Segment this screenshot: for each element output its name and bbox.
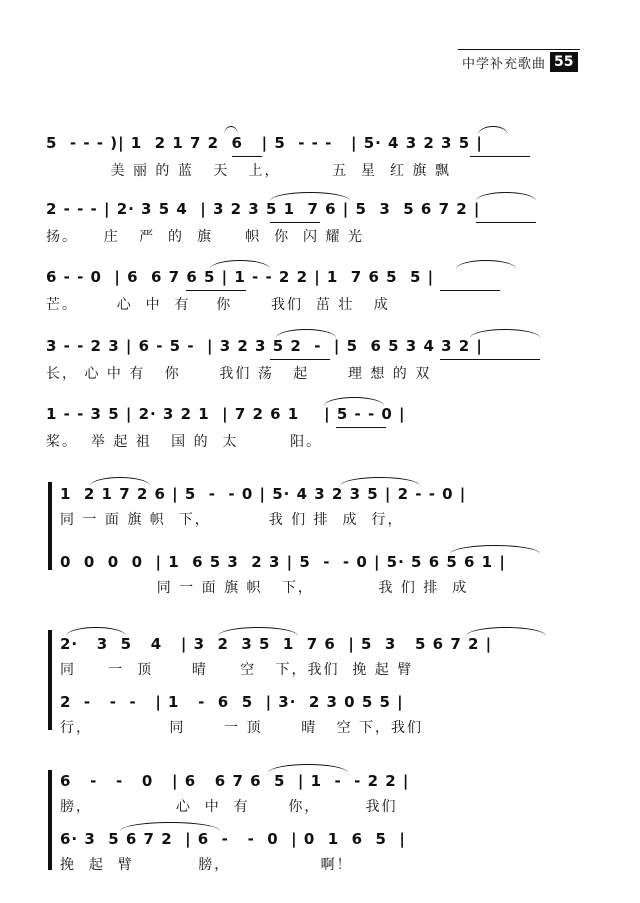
beam-mark xyxy=(336,427,386,428)
score-line-2 xyxy=(46,200,566,250)
slur-mark xyxy=(270,192,350,201)
slur-mark xyxy=(224,126,238,135)
lyrics-line-3: 芒。 心 中 有 你 我们 茁 壮 成 xyxy=(46,297,390,313)
slur-mark xyxy=(476,192,536,201)
score-line-10 xyxy=(60,772,580,816)
score-line-1 xyxy=(46,134,566,184)
slur-mark xyxy=(478,126,508,135)
beam-mark xyxy=(476,222,536,223)
slur-mark xyxy=(466,627,546,636)
score-line-8 xyxy=(60,635,580,679)
notes-line-7: 0 0 0 0 | 1 6 5 3 2 3 | 5 - - 0 | 5· 5 6 5 6 1 | xyxy=(60,553,506,571)
score-line-3 xyxy=(46,268,566,318)
lyrics-line-9: 行， 同 一 顶 晴 空 下，我们 xyxy=(60,720,424,736)
notes-line-10: 6 - - 0 | 6 6 7 6 5 | 1 - - 2 2 | xyxy=(60,772,410,790)
score-line-6 xyxy=(60,485,580,529)
page-number: 55 xyxy=(550,52,577,72)
slur-mark xyxy=(218,627,298,636)
slur-mark xyxy=(66,627,126,636)
part-brace xyxy=(48,482,52,570)
score-line-11 xyxy=(60,830,580,874)
beam-mark xyxy=(270,359,330,360)
lyrics-line-11: 挽 起 臂 膀， 啊！ xyxy=(60,857,353,873)
notes-line-1: 5 - - - )| 1 2 1 7 2 6 | 5 - - - | 5· 4 3 2 3 5 | xyxy=(46,134,483,152)
beam-mark xyxy=(440,290,500,291)
notes-line-5: 1 - - 3 5 | 2· 3 2 1 | 7 2 6 1 | 5 - - 0 | xyxy=(46,405,406,423)
slur-mark xyxy=(340,477,420,486)
lyrics-line-10: 膀， 心 中 有 你， 我们 xyxy=(60,799,398,815)
score-line-7 xyxy=(60,553,580,597)
score-line-4 xyxy=(46,337,566,387)
slur-mark xyxy=(276,329,336,338)
header-rule xyxy=(458,49,580,50)
notes-line-4: 3 - - 2 3 | 6 - 5 - | 3 2 3 5 2 - | 5 6 5 3 4 3 2 | xyxy=(46,337,483,355)
beam-mark xyxy=(470,156,530,157)
slur-mark xyxy=(268,764,348,773)
slur-mark xyxy=(456,260,516,269)
notes-line-3: 6 - - 0 | 6 6 7 6 5 | 1 - - 2 2 | 1 7 6 5 5 | xyxy=(46,268,435,286)
lyrics-line-8: 同 一 顶 晴 空 下，我们 挽 起 臂 xyxy=(60,662,414,678)
part-brace xyxy=(48,630,52,730)
lyrics-line-7: 同 一 面 旗 帜 下， 我 们 排 成 xyxy=(60,580,469,596)
notes-line-6: 1 2 1 7 2 6 | 5 - - 0 | 5· 4 3 2 3 5 | 2 - - 0 | xyxy=(60,485,467,503)
beam-mark xyxy=(232,156,262,157)
slur-mark xyxy=(90,477,150,486)
book-title: 中学补充歌曲 xyxy=(462,56,547,72)
page-header xyxy=(462,52,578,72)
beam-mark xyxy=(270,222,320,223)
beam-mark xyxy=(440,359,540,360)
score-line-5 xyxy=(46,405,566,455)
lyrics-line-4: 长， 心 中 有 你 我们 荡 起 理 想 的 双 xyxy=(46,366,432,382)
score-line-9 xyxy=(60,693,580,737)
notes-line-8: 2· 3 5 4 | 3 2 3 5 1 7 6 | 5 3 5 6 7 2 | xyxy=(60,635,493,653)
notes-line-11: 6· 3 5 6 7 2 | 6 - - 0 | 0 1 6 5 | xyxy=(60,830,406,848)
slur-mark xyxy=(210,260,270,269)
slur-mark xyxy=(470,329,540,338)
lyrics-line-2: 扬。 庄 严 的 旗 帜 你 闪 耀 光 xyxy=(46,229,364,245)
beam-mark xyxy=(186,290,246,291)
notes-line-9: 2 - - - | 1 - 6 5 | 3· 2 3 0 5 5 | xyxy=(60,693,404,711)
slur-mark xyxy=(450,545,540,554)
lyrics-line-6: 同 一 面 旗 帜 下， 我 们 排 成 行， xyxy=(60,512,404,528)
lyrics-line-1: 美 丽 的 蓝 天 上， 五 星 红 旗 飘 xyxy=(46,163,451,179)
lyrics-line-5: 桨。 举 起 祖 国 的 太 阳。 xyxy=(46,434,323,450)
part-brace xyxy=(48,770,52,870)
slur-mark xyxy=(324,397,384,406)
notes-line-2: 2 - - - | 2· 3 5 4 | 3 2 3 5 1 7 6 | 5 3 5 6 7 2 | xyxy=(46,200,481,218)
slur-mark xyxy=(120,822,220,831)
